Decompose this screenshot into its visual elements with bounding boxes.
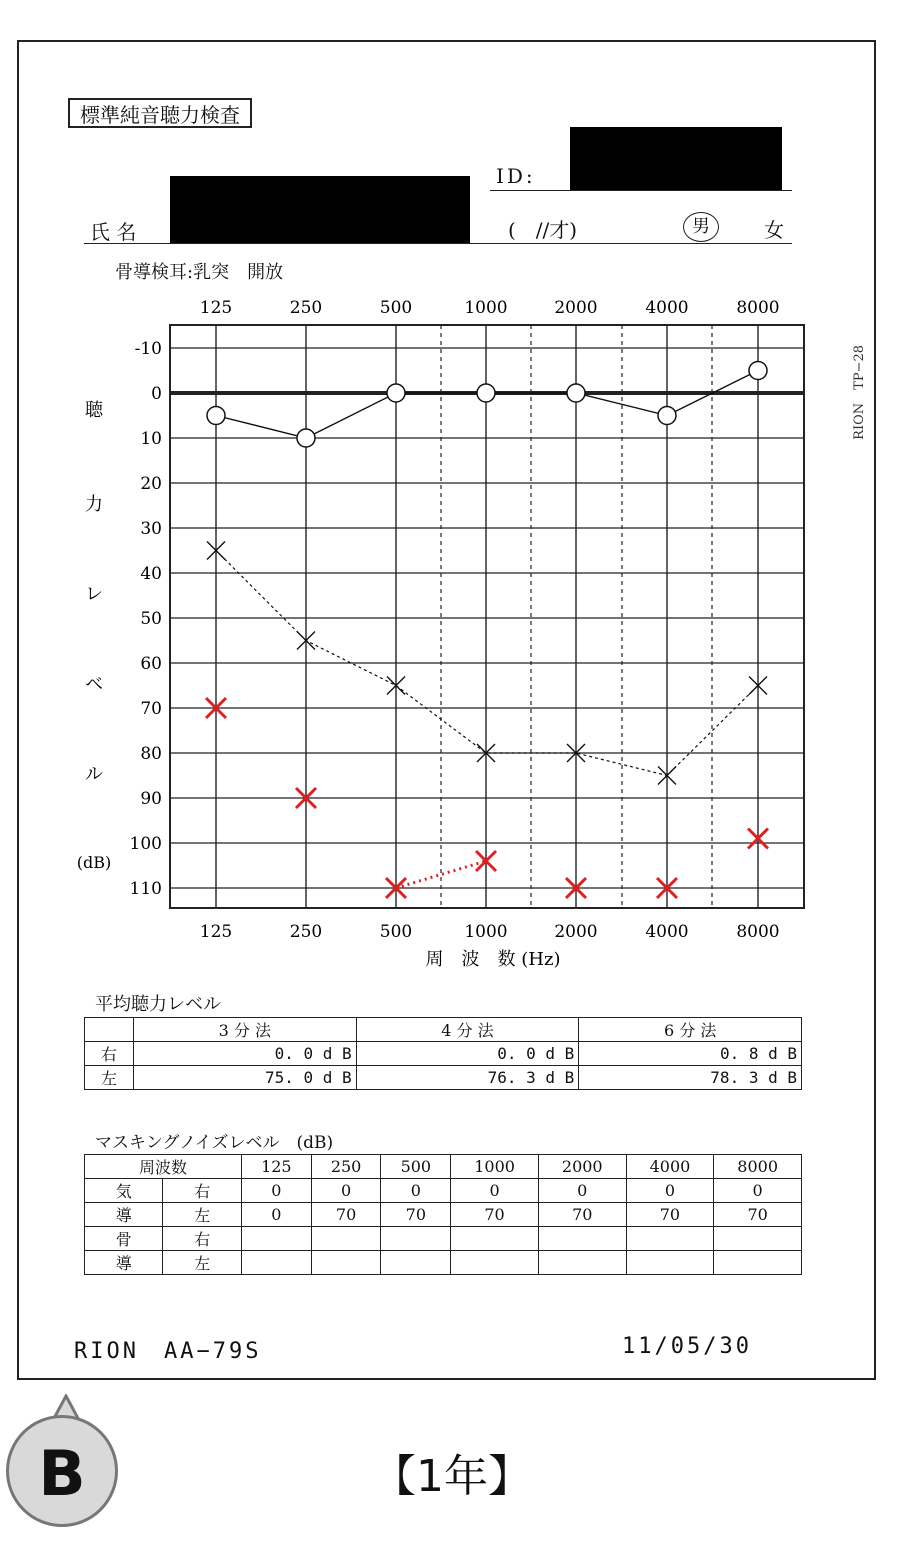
table-header: 8000 — [714, 1155, 802, 1179]
table-cell — [241, 1251, 311, 1275]
table-header: 250 — [311, 1155, 381, 1179]
row-side: 右 — [163, 1179, 241, 1203]
table-row — [85, 1155, 802, 1179]
table-cell: 70 — [626, 1203, 714, 1227]
table-cell: 78. 3 d B — [579, 1066, 802, 1090]
y-tick-label: 100 — [129, 834, 162, 854]
y-tick-label: 20 — [140, 474, 162, 494]
sex-male-circled: 男 — [683, 212, 719, 242]
row-group: 気 — [85, 1179, 163, 1203]
table-cell: 70 — [451, 1203, 539, 1227]
table-cell: 0 — [538, 1179, 626, 1203]
table-cell: 75. 0 d B — [134, 1066, 357, 1090]
table-cell — [538, 1251, 626, 1275]
y-tick-label: 90 — [140, 789, 162, 809]
side-mark: RION TP−28 — [852, 345, 867, 440]
x-axis-label: 周 波 数 (Hz) — [425, 949, 561, 970]
y-axis-label-char: ベ — [85, 674, 103, 695]
y-tick-label: 0 — [151, 384, 162, 404]
x-tick-label-top: 2000 — [554, 298, 598, 318]
table-cell — [451, 1227, 539, 1251]
table-cell — [538, 1227, 626, 1251]
bone-conduction-label: 骨導検耳:乳突 開放 — [115, 262, 284, 283]
table-cell — [311, 1251, 381, 1275]
caption: 【1年】 — [372, 1451, 532, 1502]
row-side: 右 — [163, 1227, 241, 1251]
table-header: 500 — [381, 1155, 451, 1179]
y-tick-label: 40 — [140, 564, 162, 584]
table-row — [85, 1203, 802, 1227]
table-cell: 0 — [381, 1179, 451, 1203]
data-point-circle — [658, 407, 676, 425]
y-tick-label: 110 — [129, 879, 162, 899]
table-cell — [241, 1227, 311, 1251]
table-cell: 0 — [714, 1179, 802, 1203]
data-point-circle — [297, 429, 315, 447]
name-label: 氏 名 — [90, 220, 137, 244]
masking-title: マスキングノイズレベル (dB) — [95, 1133, 334, 1153]
sex-female: 女 — [764, 218, 784, 242]
series-line — [216, 371, 758, 439]
table-cell: 0. 8 d B — [579, 1042, 802, 1066]
table-header: 125 — [241, 1155, 311, 1179]
x-tick-label-top: 8000 — [736, 298, 780, 318]
table-cell: 0. 0 d B — [134, 1042, 357, 1066]
y-axis-label-char: ル — [85, 764, 103, 785]
table-cell — [626, 1227, 714, 1251]
table-row — [85, 1042, 802, 1066]
table-cell — [381, 1227, 451, 1251]
table-cell — [714, 1227, 802, 1251]
form-title: 標準純音聴力検査 — [68, 98, 252, 128]
table-row — [85, 1066, 802, 1090]
badge-b — [6, 1415, 118, 1527]
table-row — [85, 1251, 802, 1275]
table-cell: 70 — [381, 1203, 451, 1227]
device-model: RION AA−79S — [74, 1339, 262, 1364]
row-group: 導 — [85, 1251, 163, 1275]
x-tick-label-top: 125 — [199, 298, 233, 318]
table-cell: 0. 0 d B — [356, 1042, 579, 1066]
table-cell — [714, 1251, 802, 1275]
data-point-circle — [387, 384, 405, 402]
table-header: 4000 — [626, 1155, 714, 1179]
x-tick-label: 2000 — [554, 922, 598, 942]
data-point-circle — [567, 384, 585, 402]
table-cell — [85, 1018, 134, 1042]
table-header: 周波数 — [85, 1155, 242, 1179]
x-tick-label: 8000 — [736, 922, 780, 942]
table-cell: 0 — [241, 1203, 311, 1227]
table-cell: 0 — [626, 1179, 714, 1203]
x-tick-label: 1000 — [464, 922, 508, 942]
y-tick-label: 80 — [140, 744, 162, 764]
y-axis-unit: (dB) — [76, 853, 112, 872]
table-row — [85, 1227, 802, 1251]
table-header: 1000 — [451, 1155, 539, 1179]
table-row — [85, 1179, 802, 1203]
table-cell: 70 — [311, 1203, 381, 1227]
y-axis-label-char: レ — [85, 584, 103, 605]
y-axis-label-char: 聴 — [85, 400, 103, 421]
x-tick-label: 125 — [199, 922, 233, 942]
table-row — [85, 1018, 802, 1042]
x-tick-label: 500 — [379, 922, 413, 942]
x-tick-label: 250 — [289, 922, 323, 942]
x-tick-label-top: 250 — [289, 298, 323, 318]
row-label: 右 — [85, 1042, 134, 1066]
data-point-circle — [207, 407, 225, 425]
table-cell — [626, 1251, 714, 1275]
x-tick-label-top: 4000 — [645, 298, 689, 318]
y-tick-label: 30 — [140, 519, 162, 539]
y-tick-label: 60 — [140, 654, 162, 674]
table-header: 4 分 法 — [356, 1018, 579, 1042]
row-side: 左 — [163, 1203, 241, 1227]
series-line — [396, 861, 486, 888]
y-tick-label: 70 — [140, 699, 162, 719]
test-date: 11/05/30 — [622, 1334, 752, 1359]
table-cell: 70 — [714, 1203, 802, 1227]
data-point-circle — [749, 362, 767, 380]
masking-table — [84, 1154, 802, 1275]
table-cell: 76. 3 d B — [356, 1066, 579, 1090]
id-label: ID: — [496, 164, 536, 188]
table-header: 2000 — [538, 1155, 626, 1179]
table-header: 3 分 法 — [134, 1018, 357, 1042]
average-title: 平均聴力レベル — [95, 994, 221, 1015]
table-cell — [311, 1227, 381, 1251]
data-point-circle — [477, 384, 495, 402]
table-header: 6 分 法 — [579, 1018, 802, 1042]
y-axis-label-char: 力 — [85, 494, 103, 515]
plot-frame — [170, 325, 804, 908]
y-tick-label: 50 — [140, 609, 162, 629]
table-cell — [381, 1251, 451, 1275]
x-tick-label-top: 1000 — [464, 298, 508, 318]
badge-letter: B — [38, 1437, 86, 1510]
row-group: 導 — [85, 1203, 163, 1227]
age-field: ( //才) — [508, 218, 578, 242]
x-tick-label: 4000 — [645, 922, 689, 942]
x-tick-label-top: 500 — [379, 298, 413, 318]
table-cell: 0 — [451, 1179, 539, 1203]
table-cell: 0 — [311, 1179, 381, 1203]
row-label: 左 — [85, 1066, 134, 1090]
y-tick-label: 10 — [140, 429, 162, 449]
table-cell — [451, 1251, 539, 1275]
table-cell: 0 — [241, 1179, 311, 1203]
row-side: 左 — [163, 1251, 241, 1275]
y-tick-label: -10 — [134, 339, 162, 359]
row-group: 骨 — [85, 1227, 163, 1251]
average-table — [84, 1017, 802, 1090]
table-cell: 70 — [538, 1203, 626, 1227]
